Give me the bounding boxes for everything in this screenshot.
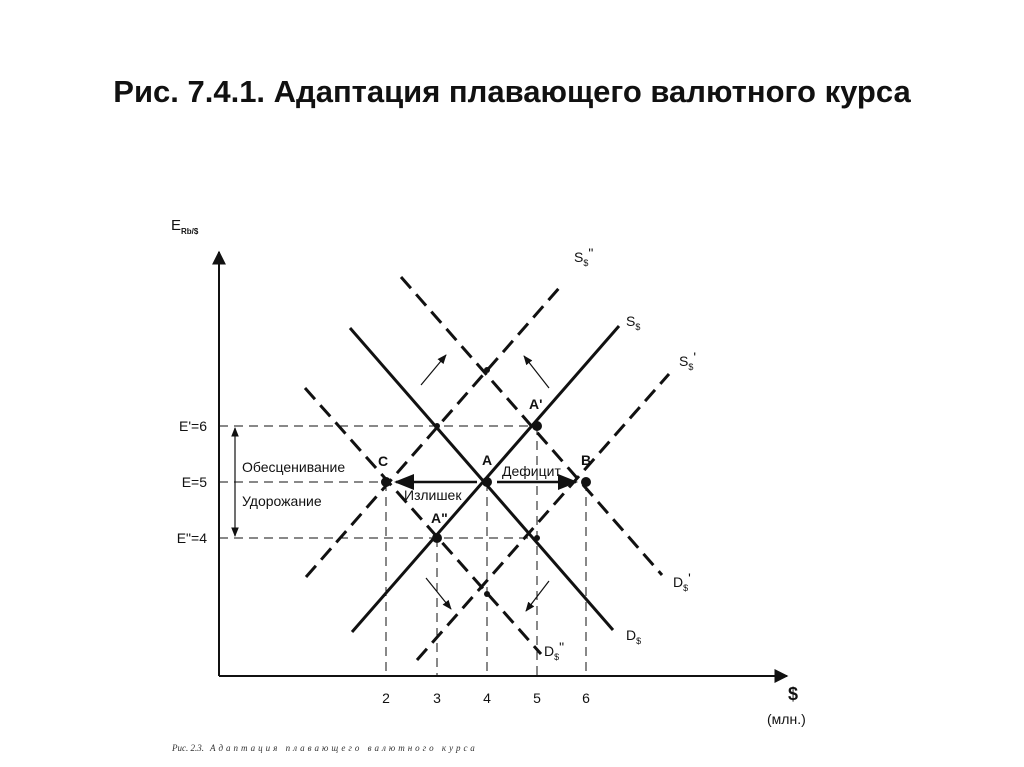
curve-label-s: $S_{\$}$	[626, 313, 641, 332]
shift-arrow-up-left	[524, 356, 549, 388]
point-a	[482, 477, 492, 487]
intersection-sprime-ddouble	[484, 591, 490, 597]
surplus-label: Излишек	[404, 487, 462, 503]
label-a: A	[482, 452, 493, 468]
y-tick-e: E=5	[181, 474, 207, 490]
point-a-double	[432, 533, 442, 543]
x-tick-2: 2	[382, 690, 390, 706]
curve-label-d: $D_{\$}$	[626, 627, 642, 646]
curve-label-d-double: $D_{\$}$"	[544, 639, 565, 662]
x-tick-5: 5	[533, 690, 541, 706]
x-tick-6: 6	[582, 690, 590, 706]
label-a-double: A"	[431, 510, 448, 526]
supply-curve-s-prime	[417, 374, 669, 660]
intersection-sdouble-d	[484, 367, 490, 373]
depreciation-label: Обесценивание	[242, 459, 346, 475]
x-tick-4: 4	[483, 690, 491, 706]
deficit-label: Дефицит	[502, 463, 561, 479]
shift-arrow-down-right	[426, 578, 451, 609]
intersection-sprime-d	[534, 535, 540, 541]
appreciation-label: Удорожание	[242, 493, 322, 509]
intersection-s-ddouble	[434, 423, 440, 429]
curve-label-d-prime: $D_{\$}'$	[673, 570, 691, 593]
point-b	[581, 477, 591, 487]
label-b: B	[581, 452, 592, 468]
y-axis-label: $E_{Rb/\$}$	[171, 217, 199, 236]
caption-number: Рис. 2.3.	[172, 743, 204, 753]
slide-title: Рис. 7.4.1. Адаптация плавающего валютного курса	[113, 74, 911, 109]
caption-text: Адаптация плавающего валютного курса	[210, 743, 478, 753]
y-tick-e-double: E"=4	[176, 530, 207, 546]
point-a-prime	[532, 421, 542, 431]
x-axis-label: $	[788, 684, 799, 704]
label-c: C	[378, 453, 389, 469]
figure-caption	[172, 743, 478, 753]
curve-label-s-prime: $S_{\$}'$	[679, 349, 697, 372]
demand-curve-d-double	[305, 388, 541, 654]
x-tick-3: 3	[433, 690, 441, 706]
x-axis-unit: (млн.)	[767, 711, 806, 727]
label-a-prime: A'	[529, 396, 543, 412]
point-c	[381, 477, 391, 487]
shift-arrow-up-right	[421, 355, 446, 385]
y-tick-e-prime: E'=6	[179, 418, 207, 434]
curve-label-s-double: $S_{\$}$"	[574, 245, 594, 268]
